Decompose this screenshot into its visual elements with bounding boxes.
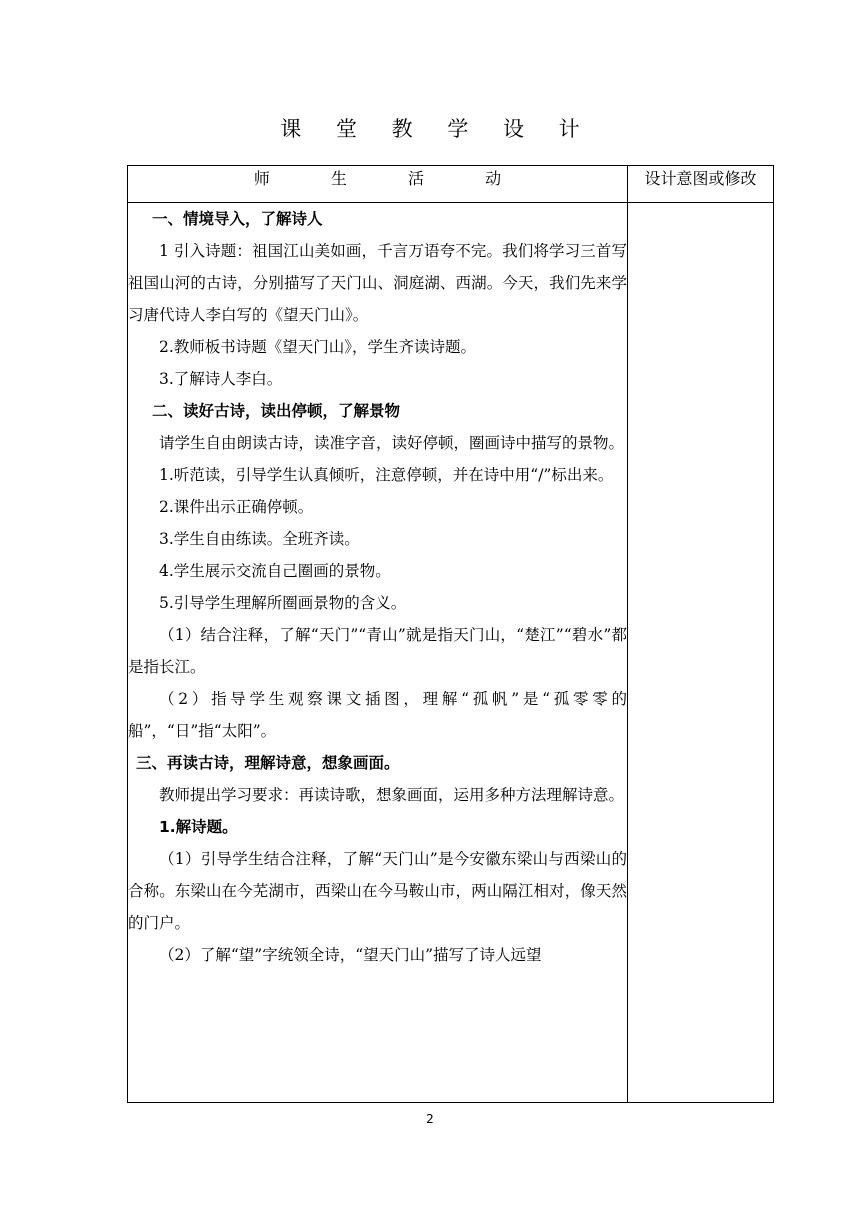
paragraph: （1）结合注释，了解“天门”“青山”就是指天门山，“楚江”“碧水”都是指长江。: [128, 626, 627, 676]
paragraph: 教师提出学习要求：再读诗歌，想象画面，运用多种方法理解诗意。: [159, 786, 625, 804]
paragraph: 1.听范读，引导学生认真倾听，注意停顿，并在诗中用“/”标出来。: [159, 466, 614, 484]
activity-cell: [128, 203, 628, 1103]
paragraph: 1 引入诗题：祖国江山美如画，千言万语夸不完。我们将学习三首写祖国山河的古诗，分别描写了天门山、洞庭湖、西湖。今天，我们先来学习唐代诗人李白写的《望天门山》。: [128, 242, 627, 324]
section-heading-1: 一、情境导入，了解诗人: [152, 210, 323, 228]
page-title: 课 堂 教 学 设 计: [280, 117, 594, 141]
design-intent-cell: [628, 203, 774, 1103]
section-heading-3: 三、再读古诗，理解诗意，想象画面。: [136, 754, 400, 772]
paragraph: 2.课件出示正确停顿。: [159, 498, 314, 516]
sub-heading: 1.解诗题。: [159, 818, 238, 836]
table-body-row: [128, 203, 774, 1103]
paragraph: 4.学生展示交流自己圈画的景物。: [159, 562, 391, 580]
page-number: 2: [426, 1112, 434, 1126]
paragraph: 请学生自由朗读古诗，读准字音，读好停顿，圈画诗中描写的景物。: [159, 434, 625, 452]
header-teacher-student-activity: 师 生 活 动: [128, 166, 628, 203]
paragraph: （2）指导学生观察课文插图，理解“孤帆”是“孤零零的船”，“日”指“太阳”。: [128, 690, 627, 740]
paragraph: （2）了解“望”字统领全诗，“望天门山”描写了诗人远望: [159, 946, 542, 964]
paragraph: 5.引导学生理解所圈画景物的含义。: [159, 594, 407, 612]
section-heading-2: 二、读好古诗，读出停顿，了解景物: [152, 402, 401, 420]
lesson-design-table: [127, 165, 774, 1103]
header-design-intent: 设计意图或修改: [628, 166, 774, 203]
paragraph: 3.了解诗人李白。: [159, 370, 283, 388]
paragraph: （1）引导学生结合注释，了解“天门山”是今安徽东梁山与西梁山的合称。东梁山在今芜湖市，西梁山在今马鞍山市，两山隔江相对，像天然的门户。: [128, 850, 627, 932]
paragraph: 3.学生自由练读。全班齐读。: [159, 530, 360, 548]
table-header-row: [128, 166, 774, 203]
paragraph: 2.教师板书诗题《望天门山》，学生齐读诗题。: [159, 338, 477, 356]
